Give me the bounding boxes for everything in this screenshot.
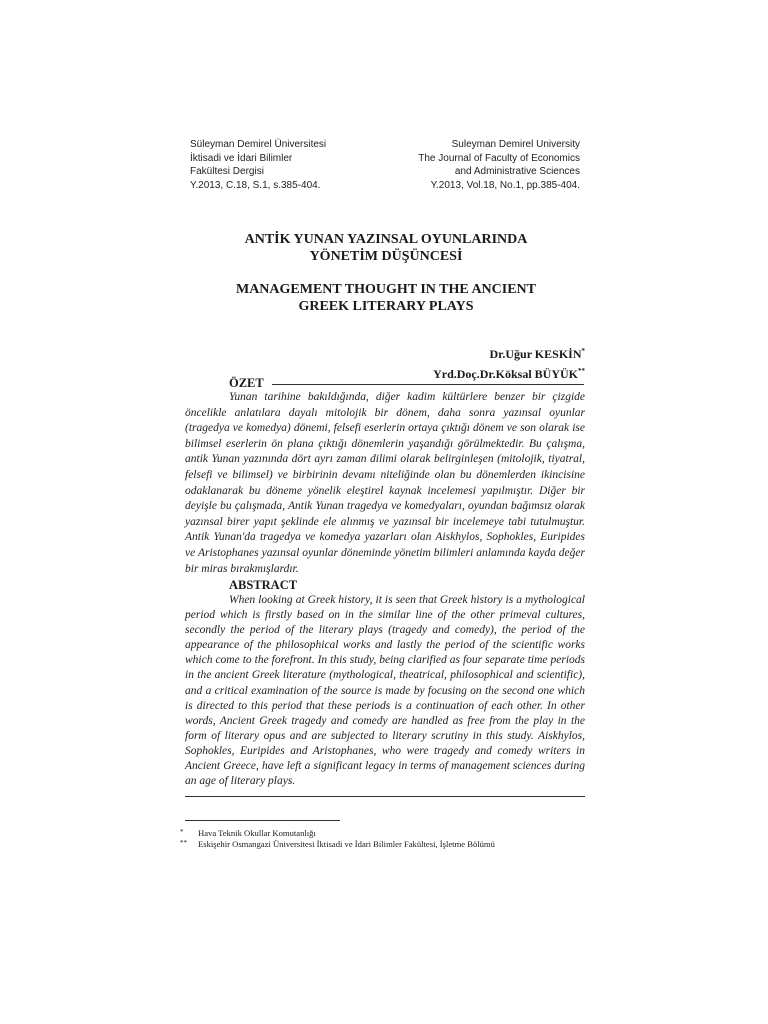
header-line: Fakültesi Dergisi	[190, 166, 264, 178]
paper-title-tr	[190, 231, 582, 265]
title-line: GREEK LITERARY PLAYS	[298, 299, 474, 314]
header-line: and Administrative Sciences	[454, 166, 580, 178]
author-mark: **	[578, 367, 585, 375]
title-line: YÖNETİM DÜŞÜNCESİ	[309, 249, 463, 264]
header-line: Y.2013, Vol.18, No.1, pp.385-404.	[430, 179, 580, 191]
paper-title-en	[190, 281, 582, 315]
footnote-rule	[185, 820, 340, 821]
journal-header-tr	[190, 138, 326, 192]
header-line: The Journal of Faculty of Economics	[418, 152, 580, 164]
title-line: ANTİK YUNAN YAZINSAL OYUNLARINDA	[244, 232, 528, 247]
footnote-2	[180, 837, 495, 850]
ozet-rule	[272, 384, 584, 385]
abstract-heading: ABSTRACT	[229, 578, 298, 592]
abstract-rule	[185, 796, 585, 797]
ozet-text: Yunan tarihine bakıldığında, diğer kadim kültürlere benzer bir çizgide öncelikle anlatılara dayalı mitolojik bir dönem, daha sonra yazınsal oyunlar (tragedya ve komedya) dönemi, felsefi eserlerin ortaya çıktığı dönem ve son olarak ise bilimsel eserlerin ön plana çıktığı dönemlerin yaşandığı görülmektedir. Bu çalışma, antik Yunan yazınında dört ayrı zaman dilimi olarak belirginleşen (mitolojik, tiyatral, felsefi ve bilimsel) ve birbirinin devamı niteliğinde olan bu dönemlerden ikincisine odaklanarak bu döneme yönelik eleştirel kaynak incelemesi yapılmıştır. Diğer bir deyişle bu çalışmada, Antik Yunan tragedya ve komedyaları, oyundan bağımsız olarak yazınsal birer yapıt şeklinde ele alınmış ve yazınsal bir incelemeye tabi tutulmuştur. Antik Yunan'da tragedya ve komedya yazarları olan Aiskhylos, Sophokles, Euripides ve Aristophanes yazınsal oyunlar döneminde yönetim bilimleri anlamında kayda değer bir miras bırakmışlardır.	[185, 391, 585, 575]
title-line: MANAGEMENT THOUGHT IN THE ANCIENT	[235, 282, 537, 297]
header-line: Y.2013, C.18, S.1, s.385-404.	[190, 179, 321, 191]
author-2	[433, 363, 585, 383]
footnote-mark: *	[180, 828, 184, 836]
header-line: Suleyman Demirel University	[451, 139, 580, 150]
author-name: Yrd.Doç.Dr.Köksal BÜYÜK	[433, 367, 578, 381]
abstract-text: When looking at Greek history, it is seen that Greek history is a mythological period which is firstly based on in the similar line of the other primeval cultures, secondly the period of the literary plays (tragedy and comedy), the period of the appearance of the philosophical works and lastly the period of the scientific works which come to the forefront. In this study, being clarified as four separate time periods in the ancient Greek literature (mythological, theatrical, philosophical and scientific), and a critical examination of the source is made by focusing on the second one which is directed to this period that these periods is a continuation of each other. In other words, Ancient Greek tragedy and comedy are handled as free from the play in the form of literary opus and are subjected to literary scrutiny in this study. Aiskhylos, Sophokles, Euripides and Aristophanes, who were tragedy and comedy writers in Ancient Greece, have left a significant legacy in terms of management sciences during an age of literary plays.	[185, 594, 585, 788]
author-1	[433, 343, 585, 363]
author-list	[433, 343, 585, 383]
ozet-heading: ÖZET	[229, 376, 264, 390]
journal-header-en	[418, 138, 580, 192]
author-name: Dr.Uğur KESKİN	[489, 347, 582, 361]
header-line: İktisadi ve İdari Bilimler	[190, 152, 293, 164]
footnote-text: Eskişehir Osmangazi Üniversitesi İktisadi ve İdari Bilimler Fakültesi, İşletme Bölümü	[198, 839, 495, 849]
footnote-text: Hava Teknik Okullar Komutanlığı	[198, 828, 316, 838]
footnote-mark: **	[180, 839, 187, 847]
author-mark: *	[581, 347, 585, 355]
header-line: Süleyman Demirel Üniversitesi	[190, 139, 327, 150]
